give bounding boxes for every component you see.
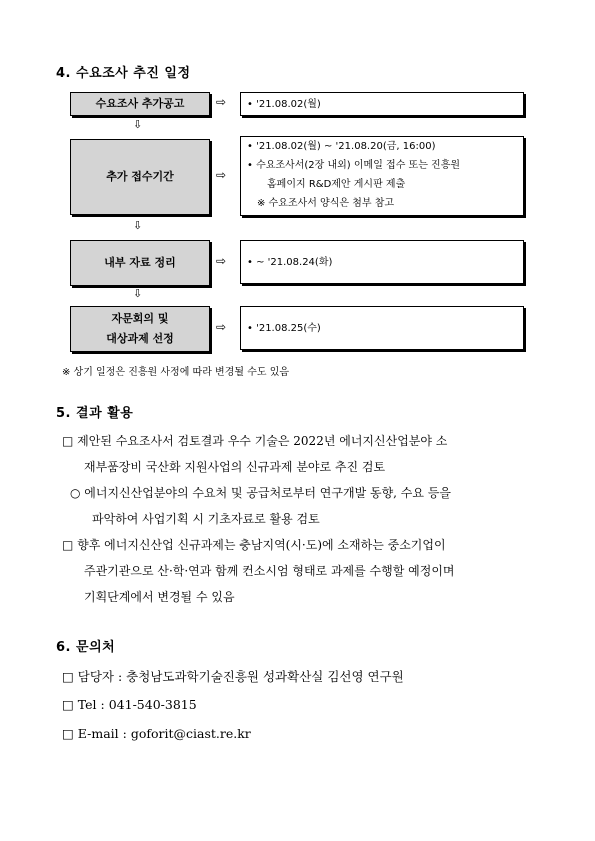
para-line: 재부품장비 국산화 지원사업의 신규과제 분야로 추진 검토 xyxy=(84,460,386,474)
para-line: □ 제안된 수요조사서 검토결과 우수 기술은 2022년 에너지신산업분야 소 xyxy=(62,434,448,448)
para-line: 파악하여 사업기획 시 기초자료로 활용 검토 xyxy=(92,512,320,526)
step-label: 추가 접수기간 xyxy=(106,170,174,183)
section4-title: 4. 수요조사 추진 일정 xyxy=(56,66,191,81)
detail-line: • ~ '21.08.24(화) xyxy=(247,257,333,268)
step-box-2 xyxy=(70,139,210,215)
para-line: 주관기관으로 산·학·연과 함께 컨소시엄 형태로 과제를 수행할 예정이며 xyxy=(84,564,455,578)
step-box-3 xyxy=(70,240,210,286)
arrow-right-icon: ⇨ xyxy=(216,254,227,268)
contact-tel: □ Tel : 041-540-3815 xyxy=(62,697,197,712)
arrow-right-icon: ⇨ xyxy=(216,168,227,182)
result-paragraph-1 xyxy=(62,428,542,480)
step-detail-4 xyxy=(240,306,524,350)
step-detail-1 xyxy=(240,92,524,116)
step-label: 수요조사 추가공고 xyxy=(95,97,185,110)
step-label-line2: 대상과제 선정 xyxy=(106,332,174,345)
para-line: 기획단계에서 변경될 수 있음 xyxy=(84,590,235,604)
arrow-right-icon: ⇨ xyxy=(216,95,227,109)
step-label-line1: 자문회의 및 xyxy=(111,312,169,325)
step-label: 내부 자료 정리 xyxy=(104,256,176,269)
detail-line: • '21.08.02(월) xyxy=(247,99,321,110)
arrow-right-icon: ⇨ xyxy=(216,320,227,334)
schedule-note: ※ 상기 일정은 진흥원 사정에 따라 변경될 수도 있음 xyxy=(62,367,290,378)
arrow-down-icon: ⇩ xyxy=(133,118,143,131)
detail-line: ※ 수요조사서 양식은 첨부 참고 xyxy=(257,198,395,209)
detail-line: 홈페이지 R&D제안 게시판 제출 xyxy=(267,179,406,190)
section5-title: 5. 결과 활용 xyxy=(56,406,134,421)
result-paragraph-3 xyxy=(62,532,542,610)
detail-line: • '21.08.02(월) ~ '21.08.20(금, 16:00) xyxy=(247,141,436,152)
contact-person: □ 담당자 : 충청남도과학기술진흥원 성과확산실 김선영 연구원 xyxy=(62,669,404,684)
contact-email[interactable]: □ E-mail : goforit@ciast.re.kr xyxy=(62,726,251,741)
arrow-down-icon: ⇩ xyxy=(133,287,143,300)
section6-title: 6. 문의처 xyxy=(56,640,116,655)
step-detail-2 xyxy=(240,136,524,216)
para-line: □ 향후 에너지신산업 신규과제는 충남지역(시·도)에 소재하는 중소기업이 xyxy=(62,538,446,552)
arrow-down-icon: ⇩ xyxy=(133,219,143,232)
detail-line: • 수요조사서(2장 내외) 이메일 접수 또는 진흥원 xyxy=(247,160,461,171)
step-box-1 xyxy=(70,92,210,116)
result-paragraph-2 xyxy=(70,480,550,532)
para-line: ○ 에너지신산업분야의 수요처 및 공급처로부터 연구개발 동향, 수요 등을 xyxy=(70,486,451,500)
detail-line: • '21.08.25(수) xyxy=(247,323,321,334)
step-detail-3 xyxy=(240,240,524,284)
step-box-4 xyxy=(70,306,210,352)
